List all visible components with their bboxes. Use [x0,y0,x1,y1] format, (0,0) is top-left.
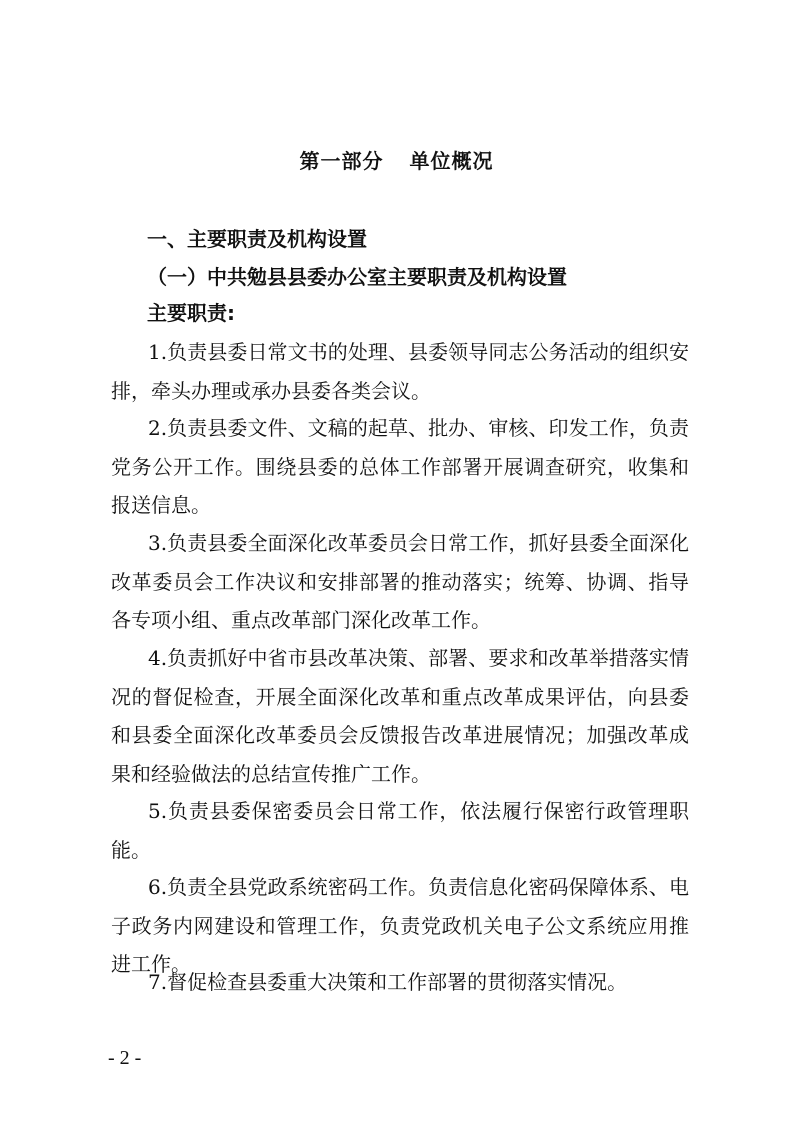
duty-item-7: 7.督促检查县委重大决策和工作部署的贯彻落实情况。 [148,970,628,994]
title-name: 单位概况 [409,149,494,173]
duty-item-5: 5.负责县委保密委员会日常工作，依法履行保密行政管理职能。 [111,799,689,862]
title-part: 第一部分 [299,149,384,173]
duty-item-6: 6.负责全县党政系统密码工作。负责信息化密码保障体系、电子政务内网建设和管理工作，负责党政机关电子公文系统应用推进工作。 [111,875,689,976]
duties-label: 主要职责: [147,301,235,325]
duty-item-4: 4.负责抓好中省市县改革决策、部署、要求和改革举措落实情况的督促检查，开展全面深化改革和重点改革成果评估，向县委和县委全面深化改革委员会反馈报告改革进展情况；加强改革成果和经验做法的总结宣传推广工作。 [111,646,689,786]
section-heading: 一、主要职责及机构设置 [147,227,367,251]
subsection-heading: （一）中共勉县县委办公室主要职责及机构设置 [147,265,567,289]
duty-item-1: 1.负责县委日常文书的处理、县委领导同志公务活动的组织安排，牵头办理或承办县委各类会议。 [111,340,689,403]
duty-item-2: 2.负责县委文件、文稿的起草、批办、审核、印发工作，负责党务公开工作。围绕县委的总体工作部署开展调查研究，收集和报送信息。 [111,416,689,517]
duty-item-3: 3.负责县委全面深化改革委员会日常工作，抓好县委全面深化改革委员会工作决议和安排部署的推动落实；统筹、协调、指导各专项小组、重点改革部门深化改革工作。 [111,531,689,632]
page-title [0,146,793,176]
page-number: - 2 - [108,1047,142,1069]
